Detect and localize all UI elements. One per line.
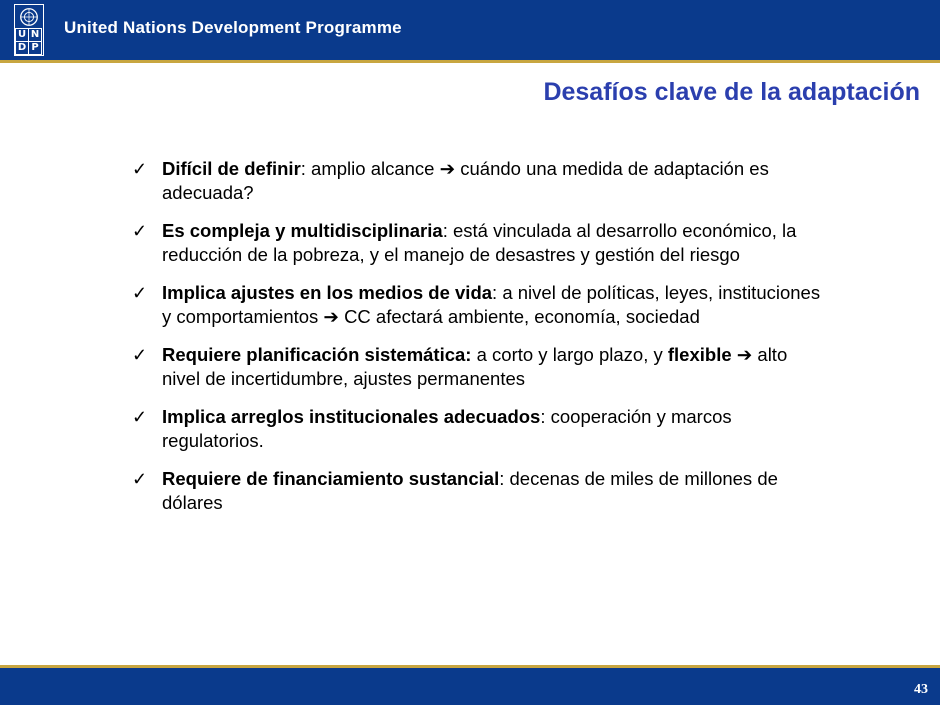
list-item-text	[162, 157, 822, 205]
item-bold-text: Implica ajustes en los medios de vida	[162, 282, 493, 303]
item-bold-text: Es compleja y multidisciplinaria	[162, 220, 443, 241]
checkmark-icon: ✓	[132, 221, 148, 241]
logo-letter: P	[28, 41, 42, 55]
list-item	[132, 281, 822, 329]
checkmark-icon: ✓	[132, 469, 148, 489]
checkmark-icon: ✓	[132, 345, 148, 365]
list-item-text	[162, 281, 822, 329]
item-text: : está vinculada al desarrollo económico, la reducción de la pobreza, y el manejo de desastres y gestión del riesgo	[162, 220, 797, 265]
header-bar	[0, 0, 940, 60]
item-text: : a nivel de políticas, leyes, instituciones y comportamientos ➔ CC afectará ambiente, economía, sociedad	[162, 282, 821, 327]
header-accent-line	[0, 60, 940, 63]
footer-bar	[0, 668, 940, 705]
item-text: : decenas de miles de millones de dólares	[162, 468, 778, 513]
undp-logo	[14, 4, 44, 56]
checkmark-icon: ✓	[132, 159, 148, 179]
checkmark-icon: ✓	[132, 283, 148, 303]
item-text: : amplio alcance ➔ cuándo una medida de adaptación es adecuada?	[162, 158, 769, 203]
item-bold-text: Implica arreglos institucionales adecuados	[162, 406, 541, 427]
list-item-text	[162, 219, 822, 267]
list-item-text	[162, 467, 822, 515]
logo-letter: U	[15, 28, 29, 42]
list-item	[132, 157, 822, 205]
item-text: : cooperación y marcos regulatorios.	[162, 406, 732, 451]
org-name: United Nations Development Programme	[64, 18, 402, 37]
logo-letter: N	[28, 28, 42, 42]
item-bold-text: Requiere planificación sistemática:	[162, 344, 472, 365]
list-item	[132, 343, 822, 391]
list-item	[132, 219, 822, 267]
item-bold-text: Difícil de definir	[162, 158, 301, 179]
list-item	[132, 405, 822, 453]
un-emblem-icon	[17, 6, 41, 28]
page-number: 43	[914, 682, 928, 697]
bullet-list	[132, 157, 822, 529]
logo-letter-grid	[16, 29, 42, 55]
item-text: a corto y largo plazo, y	[471, 344, 668, 365]
checkmark-icon: ✓	[132, 407, 148, 427]
item-bold-text: flexible	[667, 344, 732, 365]
list-item-text	[162, 343, 822, 391]
slide-title: Desafíos clave de la adaptación	[543, 78, 920, 106]
list-item-text	[162, 405, 822, 453]
logo-letter: D	[15, 41, 29, 55]
list-item	[132, 467, 822, 515]
item-bold-text: Requiere de financiamiento sustancial	[162, 468, 500, 489]
item-text: ➔ alto nivel de incertidumbre, ajustes permanentes	[162, 344, 788, 389]
